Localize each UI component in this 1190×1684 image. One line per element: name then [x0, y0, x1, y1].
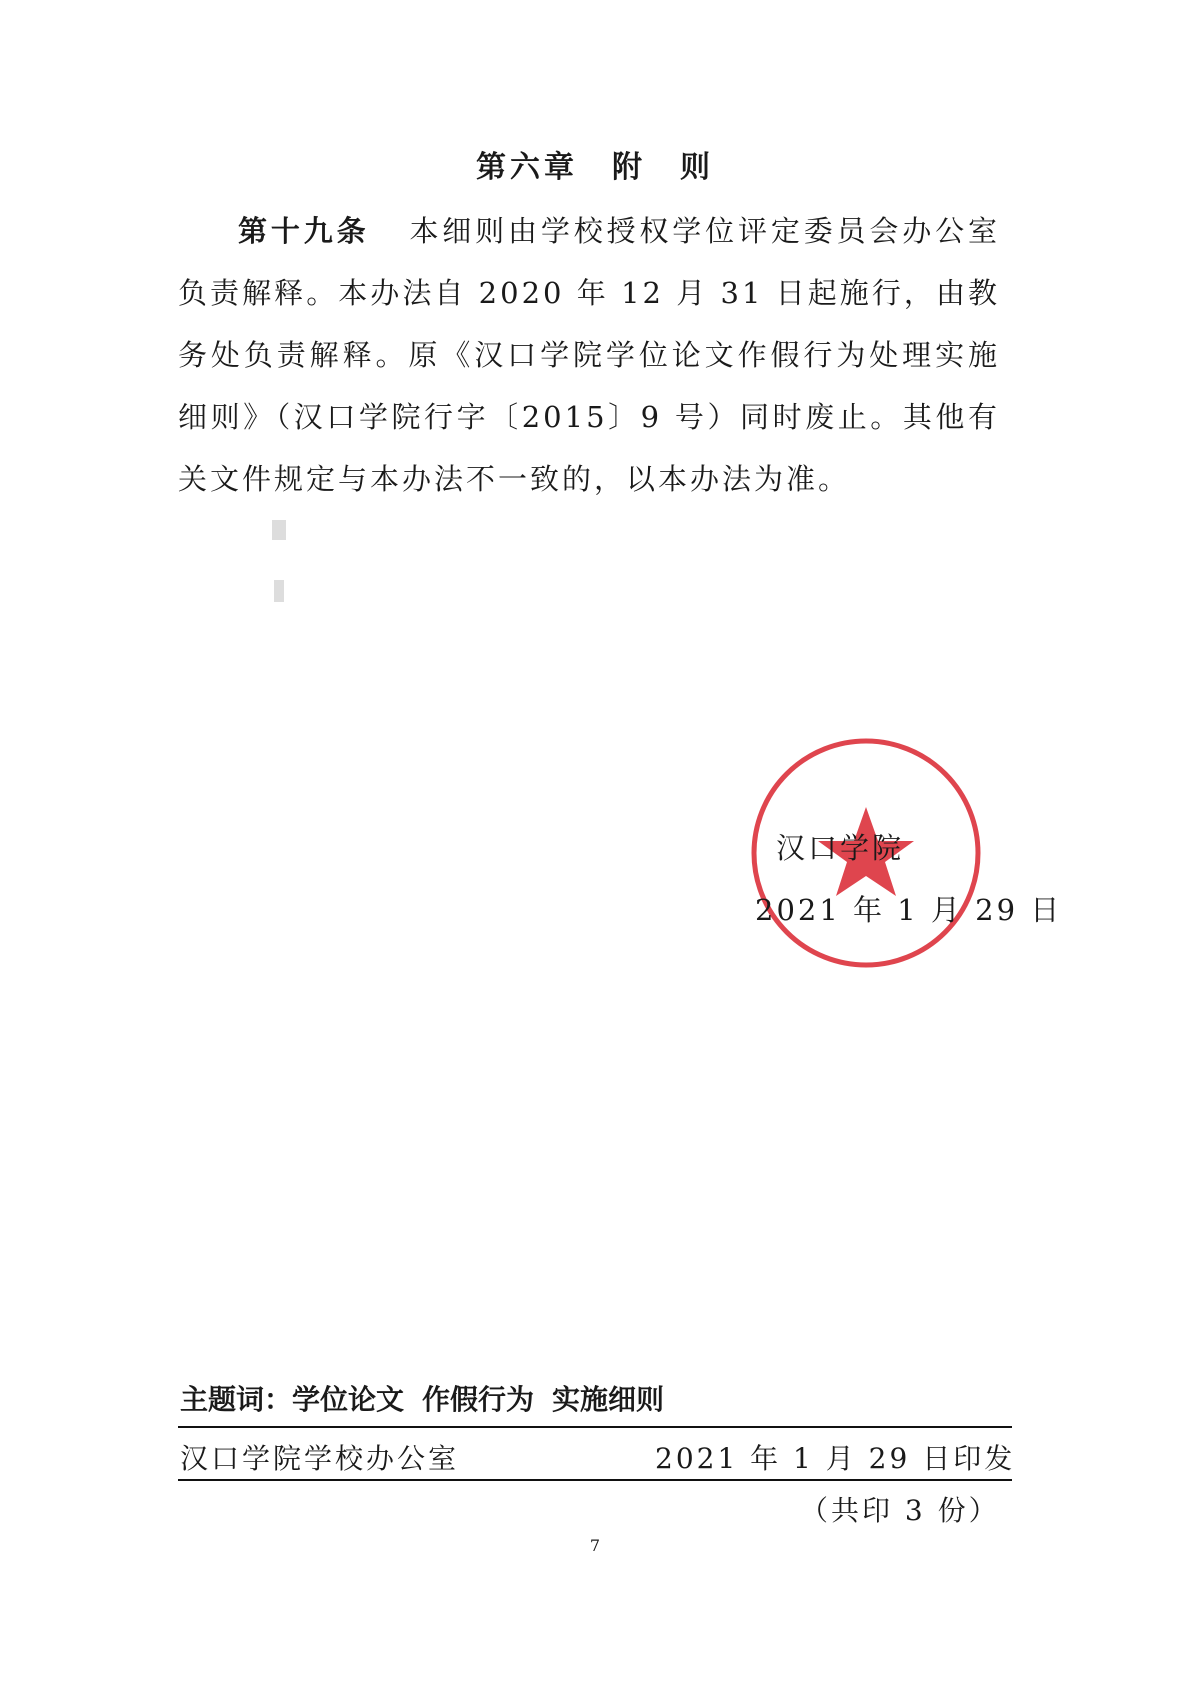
- article-paragraph: [178, 200, 1000, 510]
- keywords-line: [180, 1378, 682, 1418]
- chapter-number: 第六章: [476, 150, 578, 185]
- keyword: 实施细则: [552, 1383, 665, 1416]
- footer-divider-top: [178, 1426, 1012, 1428]
- chapter-name: 附 则: [612, 150, 714, 185]
- signature-org: 汉口学院: [776, 831, 905, 865]
- article-number: 第十九条: [238, 214, 370, 248]
- article-text: 本细则由学校授权学位评定委员会办公室负责解释。本办法自 2020 年 12 月 31 日起施行，由教务处负责解释。原《汉口学院学位论文作假行为处理实施细则》（汉口学院行字〔2015〕9 号）同时废止。其他有关文件规定与本办法不一致的，以本办法为准。: [178, 214, 1000, 496]
- issue-date: 2021 年 1 月 29 日印发: [655, 1442, 1016, 1475]
- footer-divider-bottom: [178, 1479, 1012, 1481]
- issuer: 汉口学院学校办公室: [180, 1442, 460, 1475]
- scan-artifact: [274, 580, 284, 602]
- page-number: 7: [589, 1536, 601, 1555]
- keyword: 作假行为: [422, 1383, 535, 1416]
- chapter-title: [0, 142, 1190, 186]
- copies-note: （共印 3 份）: [800, 1494, 1000, 1527]
- scan-artifact: [272, 520, 286, 540]
- signature-date: 2021 年 1 月 29 日: [755, 893, 1063, 927]
- keywords-label: 主题词：: [180, 1383, 293, 1416]
- keyword: 学位论文: [292, 1383, 405, 1416]
